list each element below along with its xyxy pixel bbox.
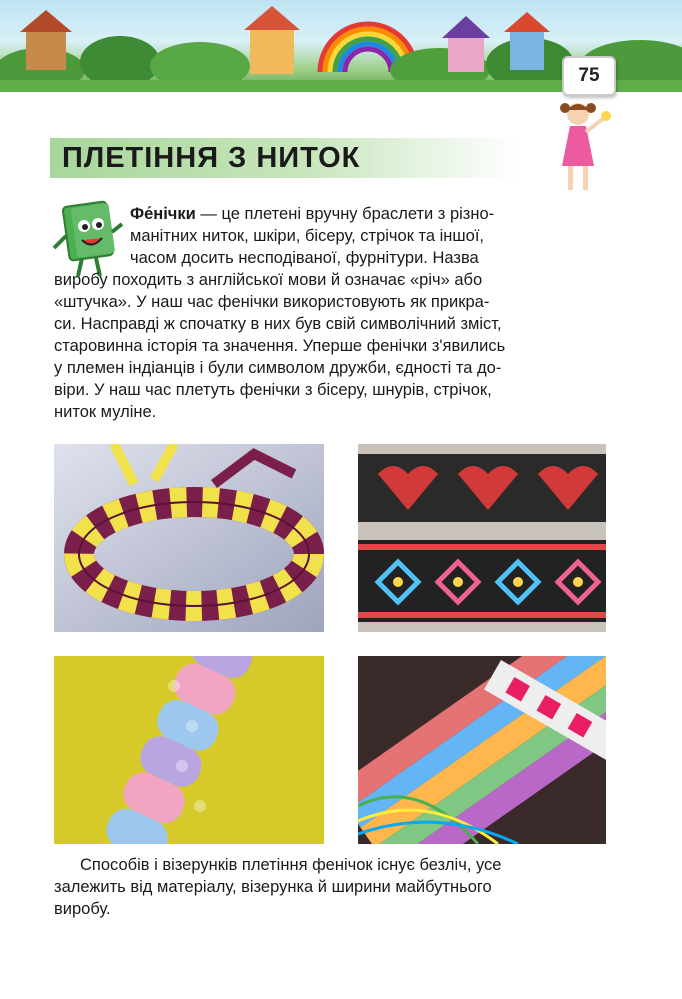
intro-line-10: ниток муліне. bbox=[54, 403, 157, 421]
photo-knotted-bracelet bbox=[54, 656, 324, 844]
term-fenichky: Фе́нічки bbox=[130, 205, 196, 223]
intro-line-2: манітних ниток, шкіри, бісеру, стрічок та іншої, bbox=[130, 227, 484, 245]
girl-illustration bbox=[548, 96, 612, 196]
photo-thread-bracelets bbox=[358, 656, 606, 844]
caption-line-3: виробу. bbox=[54, 900, 111, 918]
section-title: ПЛЕТІННЯ З НИТОК bbox=[62, 142, 361, 174]
photo-beaded-bracelets bbox=[358, 444, 606, 632]
intro-line-3: часом досить несподіваної, фурнітури. Назва bbox=[130, 249, 479, 267]
intro-line-6: си. Насправді ж спочатку в них був свій символічний зміст, bbox=[54, 315, 502, 333]
intro-line-4: виробу походить з англійської мови й означає «річ» або bbox=[54, 271, 483, 289]
page-number: 75 bbox=[562, 56, 616, 96]
intro-line-9: віри. У наш час плетуть фенічки з бісеру, шнурів, стрічок, bbox=[54, 381, 492, 399]
caption-line-2: залежить від матеріалу, візерунка й ширини майбутнього bbox=[54, 878, 492, 896]
photo-ribbon-bracelet bbox=[54, 444, 324, 632]
intro-line-7: старовинна історія та значення. Уперше фенічки з'явились bbox=[54, 337, 506, 355]
intro-line-1: Фе́нічки — це плетені вручну браслети з різно- bbox=[130, 205, 495, 223]
caption-line-1: Способів і візерунків плетіння фенічок існує безліч, усе bbox=[80, 856, 502, 874]
intro-line-8: у племен індіанців і були символом дружби, єдності та до- bbox=[54, 359, 502, 377]
intro-line-5: «штучка». У наш час фенічки використовують як прикра- bbox=[54, 293, 490, 311]
